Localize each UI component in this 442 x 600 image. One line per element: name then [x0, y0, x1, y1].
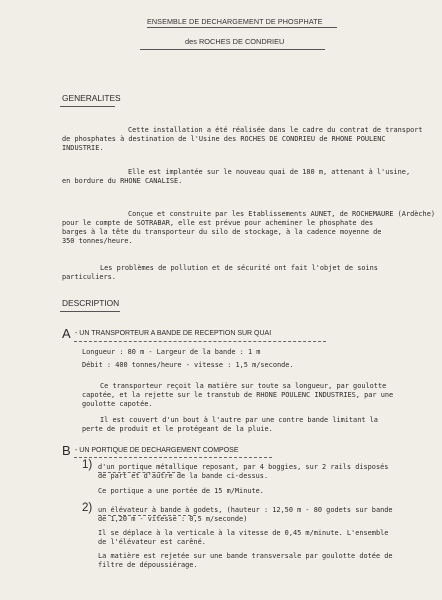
paragraph-line: Ce transporteur reçoit la matière sur toute sa longueur, par goulotte: [100, 382, 387, 390]
section-b-title: - UN PORTIQUE DE DECHARGEMENT COMPOSE: [75, 447, 239, 454]
section-b-letter: B: [62, 443, 71, 458]
description-heading: DESCRIPTION: [62, 298, 120, 308]
generalites-heading: GENERALITES: [62, 93, 121, 103]
paragraph-line: barges à la tête du transporteur du silo de stockage, à la cadence moyenne de: [62, 228, 382, 236]
paragraph-line: en bordure du RHONE CANALISE.: [62, 177, 183, 185]
paragraph-line: pour le compte de SOTRABAR, elle est prévue pour acheminer le phosphate des: [62, 219, 374, 227]
item-1-number: 1): [82, 459, 93, 471]
paragraph-line: particuliers.: [62, 273, 116, 281]
item-extra-line: Ce portique a une portée de 15 m/Minute.: [98, 487, 264, 495]
paragraph-line: filtre de dépoussiérage.: [98, 561, 198, 569]
paragraph-line: perte de produit et le protégeant de la pluie.: [82, 425, 273, 433]
item-line: d'un portique métallique reposant, par 4 boggies, sur 2 rails disposés: [98, 463, 389, 471]
section-a-letter: A: [62, 326, 71, 341]
generalites-underline: [60, 106, 115, 107]
paragraph-line: 350 tonnes/heure.: [62, 237, 133, 245]
item-2-number: 2): [82, 502, 93, 514]
item-line: de part et d'autre de la bande ci-dessus.: [98, 472, 269, 480]
paragraph-line: Les problèmes de pollution et de sécurité ont fait l'objet de soins: [100, 264, 378, 272]
item-line: un élévateur à bande à godets, (hauteur : 12,50 m - 80 godets sur bande: [98, 506, 393, 514]
item-line: de 1,20 m - vitesse : 0,5 m/seconde): [98, 515, 248, 523]
section-a-title: - UN TRANSPORTEUR A BANDE DE RECEPTION SUR QUAI: [75, 330, 272, 337]
subtitle-underline: [140, 49, 325, 50]
section-a-title-underline: [74, 341, 326, 342]
paragraph-line: INDUSTRIE.: [62, 144, 104, 152]
description-underline: [60, 311, 120, 312]
paragraph-line: goulotte capotée.: [82, 400, 153, 408]
paragraph-line: La matière est rejetée sur une bande transversale par goulotte dotée de: [98, 552, 393, 560]
section-b-title-underline: [74, 457, 272, 458]
title-underline: [147, 27, 337, 28]
paragraph-line: Il se déplace à la verticale à la vitesse de 0,45 m/minute. L'ensemble: [98, 529, 389, 537]
document-subtitle: des ROCHES DE CONDRIEU: [185, 37, 285, 46]
paragraph-line: Cette installation a été réalisée dans le cadre du contrat de transport: [128, 126, 423, 134]
spec-line: Longueur : 80 m - Largeur de la bande : 1 m: [82, 348, 261, 356]
spec-line: Débit : 400 tonnes/heure - vitesse : 1,5 m/seconde.: [82, 361, 294, 369]
paragraph-line: de l'élévateur est carêné.: [98, 538, 206, 546]
document-title: ENSEMBLE DE DECHARGEMENT DE PHOSPHATE: [147, 17, 323, 26]
paragraph-line: Elle est implantée sur le nouveau quai de 180 m, attenant à l'usine,: [128, 168, 411, 176]
paragraph-line: capotée, et la rejette sur le transtub de RHONE POULENC INDUSTRIES, par une: [82, 391, 394, 399]
paragraph-line: Il est couvert d'un bout à l'autre par une contre bande limitant la: [100, 416, 378, 424]
paragraph-line: de phosphates à destination de l'Usine des ROCHES DE CONDRIEU de RHONE POULENC: [62, 135, 386, 143]
paragraph-line: Conçue et construite par les Etablissements AUNET, de ROCHEMAURE (Ardèche): [128, 210, 435, 218]
